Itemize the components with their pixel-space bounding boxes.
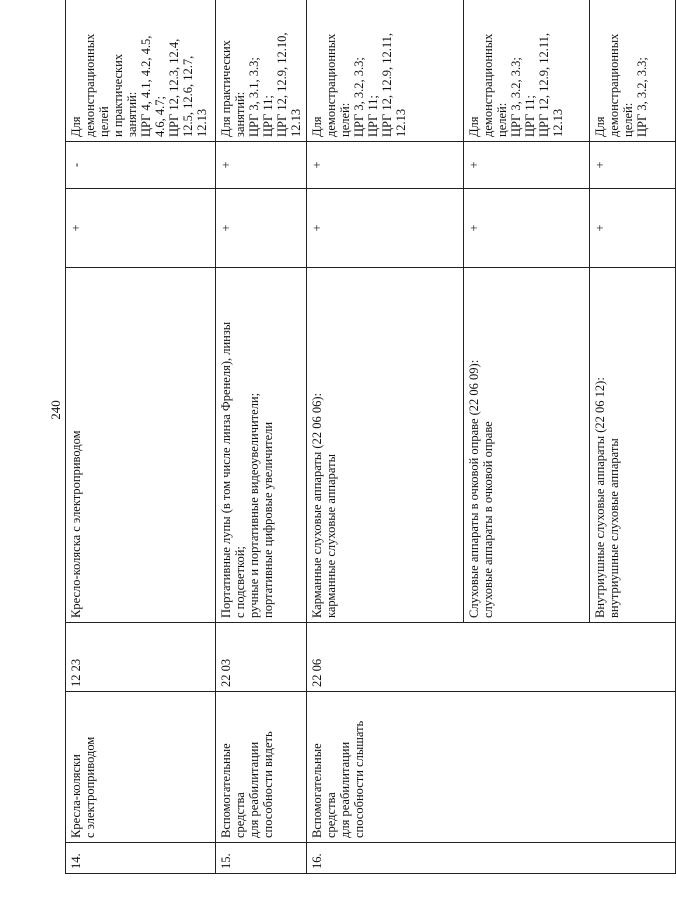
mark-cell: +: [463, 142, 589, 188]
mark-cell: +: [463, 189, 589, 267]
equipment-table: [65, 0, 676, 874]
mark-cell: +: [216, 189, 307, 268]
table-row: [66, 0, 216, 874]
purpose-cell: Для демонстрационных целей: ЦРГ 3, 3.2, 3.3; ЦРГ 11; ЦРГ 12, 12.9, 12.11, 12.13: [310, 33, 408, 137]
mark-column: [307, 189, 676, 268]
page-number: 240: [48, 400, 63, 420]
purpose-cell: Для демонстрационных целей и практических занятий: ЦРГ 4, 4.1, 4.2, 4.5, 4.6, 4.7; ЦРГ 12, 12.3, 12.4, 12.5, 12.6, 12.7, 12.13: [66, 0, 216, 142]
row-number: 14.: [66, 843, 216, 874]
mark-cell: +: [589, 142, 675, 188]
mark-cell: -: [66, 142, 216, 189]
group-name: Вспомогательные средства для реабилитации способности видеть: [216, 692, 307, 843]
group-code: 12 23: [66, 623, 216, 692]
row-number: 16.: [307, 843, 676, 874]
sub-item: Карманные слуховые аппараты (22 06 06): карманные слуховые аппараты: [310, 393, 338, 618]
item-description: Портативные лупы (в том числе линза Френеля), линзы с подсветкой; ручные и портативные видеоувеличители; портативные цифровые увеличители: [216, 268, 307, 623]
mark-cell: +: [310, 161, 324, 169]
item-description: [307, 268, 676, 623]
item-description: Кресло-коляска с электроприводом: [66, 268, 216, 623]
table-row: [216, 0, 307, 874]
purpose-cell: Для практических занятий: ЦРГ 3, 3.1, 3.3; ЦРГ 11; ЦРГ 12, 12.9, 12.10, 12.13: [216, 0, 307, 142]
row-number: 15.: [216, 843, 307, 874]
group-code: 22 06: [307, 623, 676, 692]
group-name: Кресла-коляски с электроприводом: [66, 692, 216, 843]
mark-column: [307, 142, 676, 189]
mark-cell: +: [66, 189, 216, 268]
table-row: [307, 0, 676, 874]
purpose-column: [307, 0, 676, 142]
mark-cell: +: [310, 224, 324, 232]
rotated-table-wrapper: [65, 31, 649, 874]
group-code: 22 03: [216, 623, 307, 692]
purpose-cell: Для демонстрационных целей: ЦРГ 3, 3.2, 3.3; ЦРГ 11; ЦРГ 12, 12.9, 12.11, 12.13: [463, 0, 589, 141]
sub-item: Слуховые аппараты в очковой оправе (22 06 09): слуховые аппараты в очковой оправе: [463, 268, 589, 622]
group-name: Вспомогательные средства для реабилитации способности слышать: [307, 692, 676, 843]
mark-cell: +: [589, 189, 675, 267]
purpose-cell: Для демонстрационных целей: ЦРГ 3, 3.2, 3.3;: [589, 0, 675, 141]
mark-cell: +: [216, 142, 307, 189]
sub-item: Внутриушные слуховые аппараты (22 06 12): внутриушные слуховые аппараты: [589, 268, 675, 622]
